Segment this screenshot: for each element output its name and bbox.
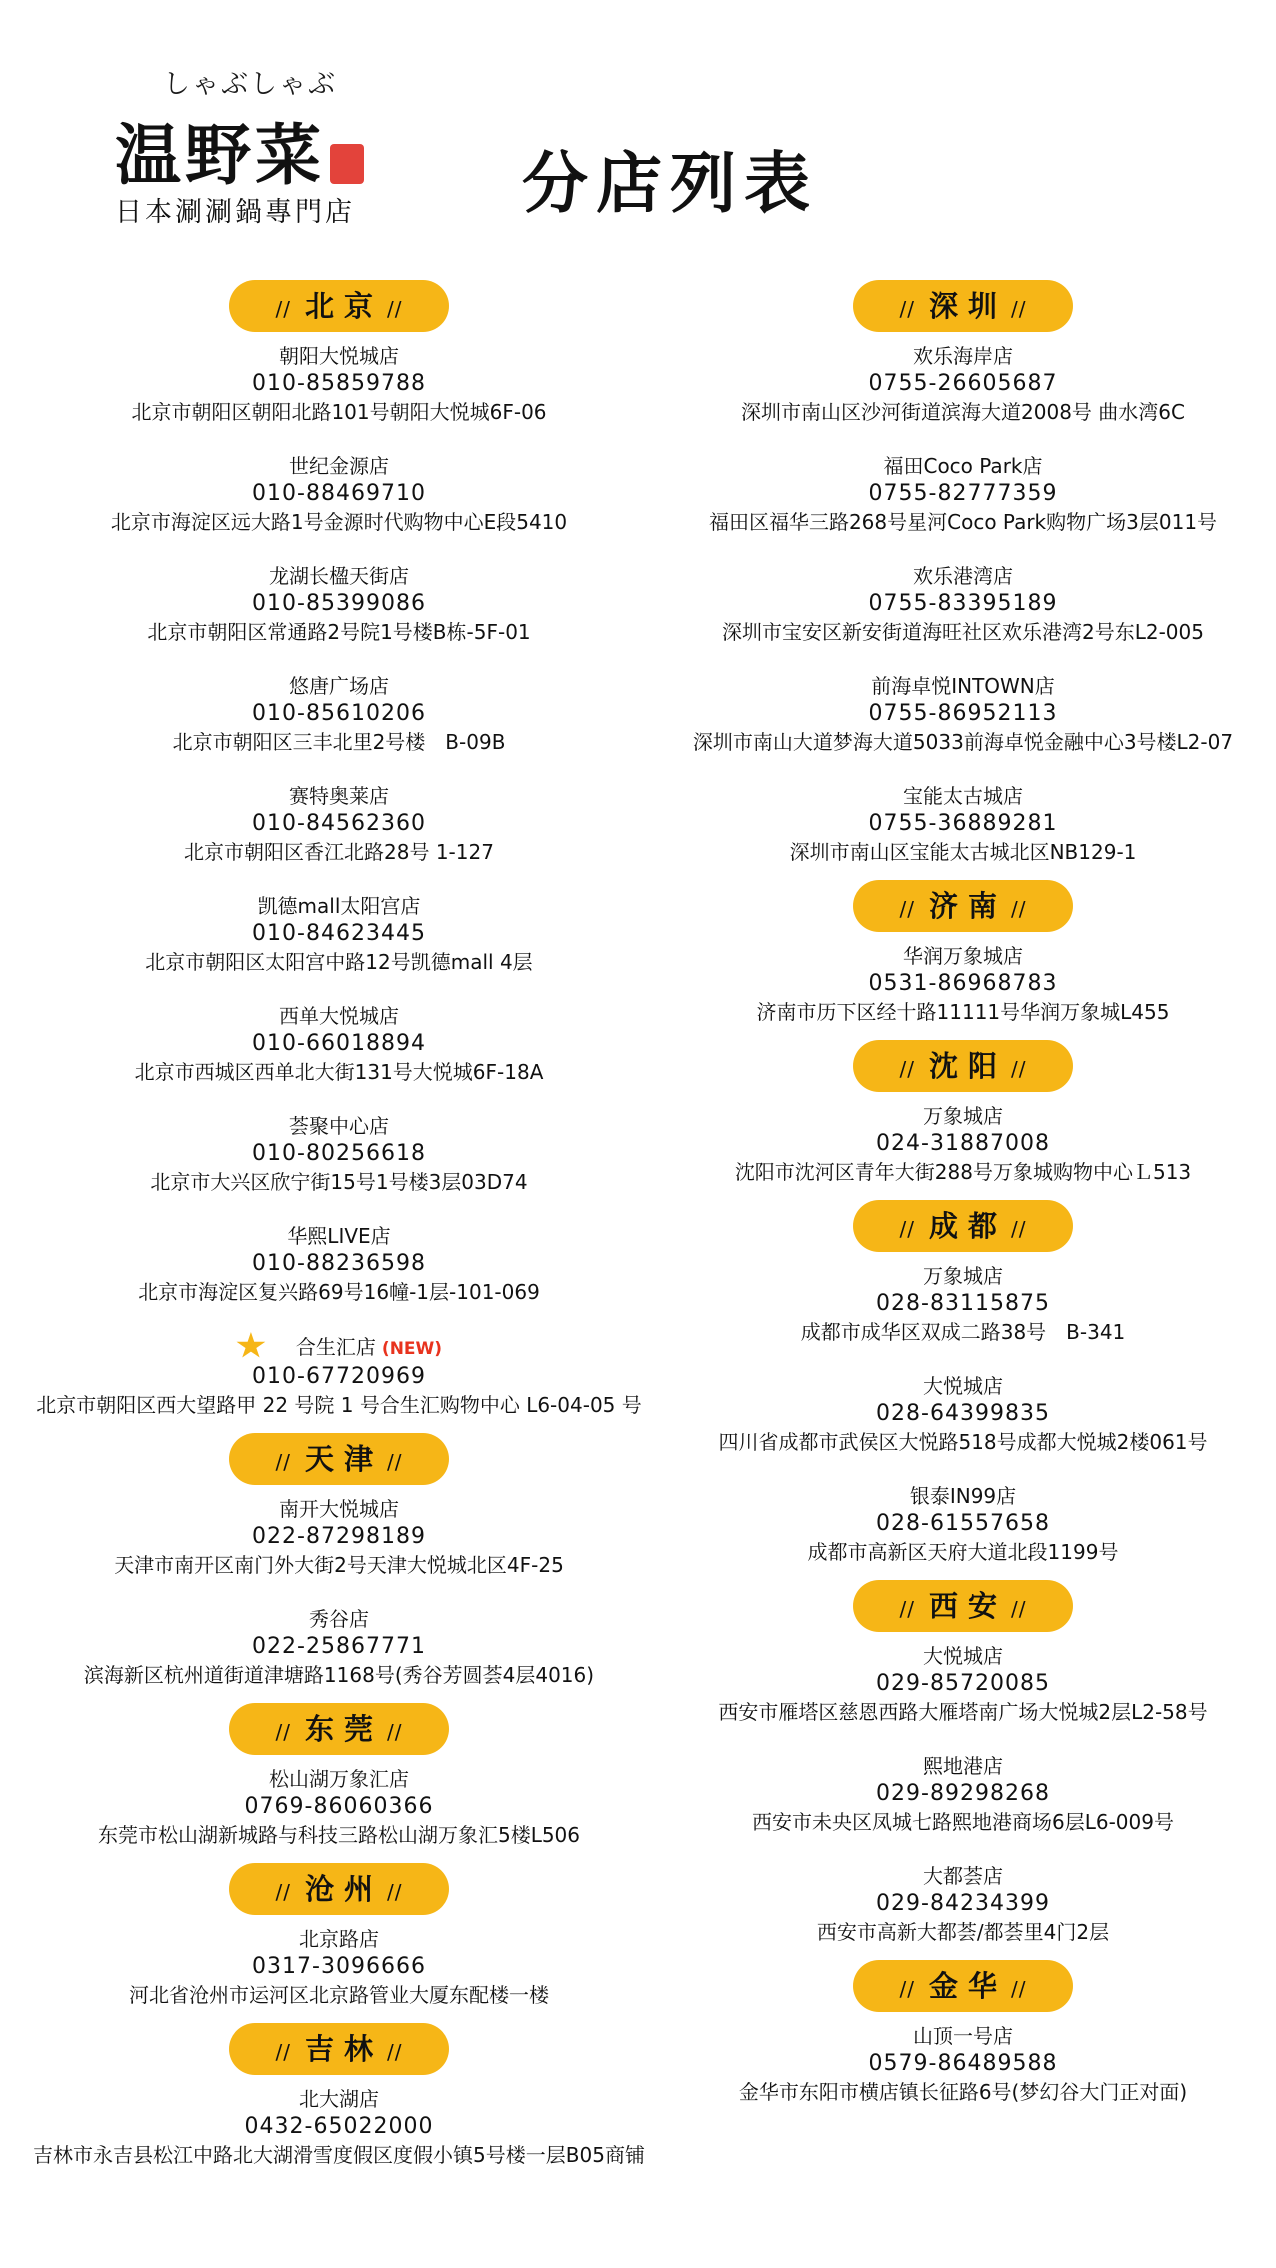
store-address: 西安市雁塔区慈恩西路大雁塔南广场大悦城2层L2-58号 [718,1700,1208,1724]
store-phone: 0755-83395189 [868,591,1058,616]
store-name: 山顶一号店 [913,2024,1013,2048]
spacer [650,1726,1276,1752]
city-marker-right: // [1011,1057,1027,1081]
logo-seal-icon [330,144,364,184]
city-name: 深圳 [928,289,1007,323]
spacer [0,1755,678,1765]
store-address: 深圳市南山区沙河街道滨海大道2008号 曲水湾6C [741,400,1185,424]
store-name-row [0,562,678,590]
store-phone: 028-83115875 [876,1291,1050,1316]
store-name-row [650,1862,1276,1890]
store-address: 北京市大兴区欣宁街15号1号楼3层03D74 [150,1170,528,1194]
city-marker-left: // [899,897,915,921]
store-entry [650,1372,1276,1456]
store-phone: 022-25867771 [252,1634,426,1659]
city-marker-left: // [275,1880,291,1904]
star-icon [236,1332,266,1360]
spacer [0,426,678,452]
store-address: 深圳市宝安区新安街道海旺社区欢乐港湾2号东L2-005 [722,620,1204,644]
store-entry [0,1925,678,2009]
brand-logo [105,62,375,232]
store-entry [0,452,678,536]
spacer [0,1579,678,1605]
spacer [650,2012,1276,2022]
store-entry [0,1765,678,1849]
logo-kana: しゃぶしゃぶ [163,69,337,100]
store-name: 熙地港店 [923,1754,1003,1778]
store-address: 北京市朝阳区朝阳北路101号朝阳大悦城6F-06 [131,400,547,424]
city-heading [853,280,1073,332]
city-marker-right: // [387,2040,403,2064]
store-phone: 010-88469710 [252,481,426,506]
city-marker-right: // [387,1880,403,1904]
city-marker-left: // [899,1977,915,2001]
store-address: 西安市高新大都荟/都荟里4门2层 [816,1920,1110,1944]
city-marker-right: // [387,1720,403,1744]
store-name: 前海卓悦INTOWN店 [871,674,1055,698]
store-name-row [650,942,1276,970]
store-name-row [650,1752,1276,1780]
store-entry [0,342,678,426]
store-name-row [650,342,1276,370]
store-name: 西单大悦城店 [279,1004,399,1028]
store-address: 成都市成华区双成二路38号 B-341 [800,1320,1126,1344]
store-entry [0,1332,678,1419]
store-name-row [0,2085,678,2113]
store-phone: 010-66018894 [252,1031,426,1056]
store-name-row [650,1482,1276,1510]
store-phone: 028-61557658 [876,1511,1050,1536]
store-phone: 010-84623445 [252,921,426,946]
spacer [650,426,1276,452]
store-entry [0,1222,678,1306]
city-heading [229,280,449,332]
city-heading [853,1580,1073,1632]
store-name-row [0,342,678,370]
spacer [0,866,678,892]
city-marker-left: // [899,297,915,321]
spacer [650,756,1276,782]
logo-brand-name: 温野菜 [115,116,325,194]
city-marker-left: // [899,1057,915,1081]
store-name: 大悦城店 [923,1374,1003,1398]
city-name: 吉林 [304,2032,383,2066]
store-address: 北京市朝阳区三丰北里2号楼 B-09B [172,730,506,754]
store-address: 成都市高新区天府大道北段1199号 [807,1540,1119,1564]
spacer [650,1456,1276,1482]
store-name-row [0,1112,678,1140]
store-address: 福田区福华三路268号星河Coco Park购物广场3层011号 [708,510,1218,534]
store-name-row [650,562,1276,590]
store-name: 华润万象城店 [903,944,1023,968]
spacer [650,866,1276,880]
spacer [650,536,1276,562]
store-address: 北京市朝阳区常通路2号院1号楼B栋-5F-01 [147,620,531,644]
store-phone: 022-87298189 [252,1524,426,1549]
city-name: 东莞 [304,1712,383,1746]
store-address: 北京市海淀区复兴路69号16幢-1层-101-069 [138,1280,540,1304]
store-name: 万象城店 [923,1264,1003,1288]
store-phone: 010-85859788 [252,371,426,396]
store-phone: 0755-86952113 [868,701,1058,726]
store-name-row [0,1605,678,1633]
spacer [0,646,678,672]
store-phone: 0317-3096666 [252,1954,426,1979]
city-heading [229,1863,449,1915]
store-phone: 0531-86968783 [868,971,1058,996]
spacer [650,1632,1276,1642]
city-heading [229,1433,449,1485]
store-address: 北京市西城区西单北大街131号大悦城6F-18A [134,1060,544,1084]
store-name-row [650,1102,1276,1130]
store-entry [650,1642,1276,1726]
store-name: 南开大悦城店 [279,1497,399,1521]
city-name: 天津 [304,1442,383,1476]
page-title: 分店列表 [522,145,818,222]
store-name: 龙湖长楹天街店 [269,564,409,588]
store-entry [0,672,678,756]
spacer [650,332,1276,342]
store-phone: 010-85610206 [252,701,426,726]
spacer [0,1915,678,1925]
store-name-row [0,1495,678,1523]
city-heading [853,1200,1073,1252]
city-marker-left: // [275,1720,291,1744]
store-entry [0,562,678,646]
city-heading [853,880,1073,932]
store-name-row [650,1372,1276,1400]
city-name: 济南 [928,889,1007,923]
city-heading [853,1040,1073,1092]
store-phone: 0769-86060366 [244,1794,434,1819]
city-name: 北京 [304,289,383,323]
store-name-row [650,2022,1276,2050]
store-phone: 010-88236598 [252,1251,426,1276]
logo-tagline: 日本涮涮鍋專門店 [115,197,355,228]
store-name: 大都荟店 [923,1864,1003,1888]
store-address: 滨海新区杭州道街道津塘路1168号(秀谷芳圆荟4层4016) [83,1663,595,1687]
city-marker-left: // [275,2040,291,2064]
store-name-row [0,672,678,700]
store-entry [0,2085,678,2169]
store-phone: 024-31887008 [876,1131,1050,1156]
store-name-row [650,452,1276,480]
store-name: 福田Coco Park店 [883,454,1043,478]
store-address: 河北省沧州市运河区北京路管业大厦东配楼一楼 [129,1983,549,2007]
store-name: 北大湖店 [299,2087,379,2111]
store-address: 北京市海淀区远大路1号金源时代购物中心E段5410 [110,510,568,534]
store-address: 西安市未央区凤城七路熙地港商场6层L6-009号 [752,1810,1174,1834]
city-marker-right: // [1011,297,1027,321]
store-address: 北京市朝阳区香江北路28号 1-127 [184,840,494,864]
spacer [0,976,678,1002]
store-name: 北京路店 [299,1927,379,1951]
store-entry [0,1605,678,1689]
city-name: 金华 [928,1969,1007,2003]
spacer [650,1346,1276,1372]
store-name-row [0,782,678,810]
spacer [650,1946,1276,1960]
store-phone: 010-80256618 [252,1141,426,1166]
store-name: 秀谷店 [309,1607,369,1631]
city-name: 成都 [928,1209,1007,1243]
spacer [650,1566,1276,1580]
store-address: 沈阳市沈河区青年大街288号万象城购物中心Ｌ513 [734,1160,1192,1184]
store-entry [0,782,678,866]
city-marker-left: // [899,1217,915,1241]
store-address: 金华市东阳市横店镇长征路6号(梦幻谷大门正对面) [738,2080,1188,2104]
store-name: 赛特奥莱店 [289,784,389,808]
store-name: 荟聚中心店 [289,1114,389,1138]
spacer [0,536,678,562]
store-name: 凯德mall太阳宫店 [257,894,421,918]
spacer [650,1186,1276,1200]
store-entry [650,942,1276,1026]
spacer [0,1689,678,1703]
city-marker-left: // [275,297,291,321]
spacer [0,332,678,342]
city-name: 沧州 [304,1872,383,1906]
spacer [0,1419,678,1433]
spacer [0,756,678,782]
store-phone: 010-84562360 [252,811,426,836]
city-name: 沈阳 [928,1049,1007,1083]
store-entry [0,1495,678,1579]
store-entry [650,2022,1276,2106]
store-name-row [0,1765,678,1793]
store-name: 华熙LIVE店 [287,1224,391,1248]
store-name: 朝阳大悦城店 [279,344,399,368]
spacer [0,1849,678,1863]
store-name: 欢乐港湾店 [913,564,1013,588]
store-name-row [0,1222,678,1250]
store-address: 四川省成都市武侯区大悦路518号成都大悦城2楼061号 [718,1430,1208,1454]
store-entry [650,452,1276,536]
spacer [0,1086,678,1112]
store-entry [0,1002,678,1086]
spacer [650,646,1276,672]
store-entry [650,1102,1276,1186]
store-phone: 028-64399835 [876,1401,1050,1426]
store-entry [0,892,678,976]
store-name-row [0,452,678,480]
store-address: 吉林市永吉县松江中路北大湖滑雪度假区度假小镇5号楼一层B05商铺 [33,2143,645,2167]
store-name: 松山湖万象汇店 [269,1767,409,1791]
store-name-row [0,892,678,920]
store-entry [650,1482,1276,1566]
city-marker-right: // [387,297,403,321]
store-entry [0,1112,678,1196]
spacer [650,932,1276,942]
store-address: 北京市朝阳区太阳宫中路12号凯德mall 4层 [145,950,533,974]
store-entry [650,1862,1276,1946]
spacer [0,1196,678,1222]
store-name-row [0,1925,678,1953]
store-entry [650,342,1276,426]
store-entry [650,1752,1276,1836]
store-address: 北京市朝阳区西大望路甲 22 号院 1 号合生汇购物中心 L6-04-05 号 [36,1393,642,1417]
spacer [650,1836,1276,1862]
city-heading [853,1960,1073,2012]
store-phone: 0755-36889281 [868,811,1058,836]
store-name: 银泰IN99店 [909,1484,1017,1508]
city-heading [229,1703,449,1755]
store-name-row [0,1002,678,1030]
city-marker-left: // [275,1450,291,1474]
store-phone: 029-85720085 [876,1671,1050,1696]
store-name: 万象城店 [923,1104,1003,1128]
spacer [0,1485,678,1495]
city-marker-right: // [1011,1217,1027,1241]
store-name: 大悦城店 [923,1644,1003,1668]
store-name: 悠唐广场店 [289,674,389,698]
city-marker-right: // [1011,1977,1027,2001]
city-name: 西安 [928,1589,1007,1623]
store-entry [650,562,1276,646]
spacer [650,1092,1276,1102]
store-entry [650,672,1276,756]
spacer [0,2075,678,2085]
store-phone: 0579-86489588 [868,2051,1058,2076]
city-marker-left: // [899,1597,915,1621]
store-address: 东莞市松山湖新城路与科技三路松山湖万象汇5楼L506 [97,1823,581,1847]
store-entry [650,782,1276,866]
store-phone: 010-67720969 [252,1364,426,1389]
store-name: 宝能太古城店 [903,784,1023,808]
city-marker-right: // [1011,1597,1027,1621]
store-name: 合生汇店 [295,1335,376,1359]
spacer [0,1306,678,1332]
store-entry [650,1262,1276,1346]
store-name-row [650,1642,1276,1670]
store-address: 深圳市南山大道梦海大道5033前海卓悦金融中心3号楼L2-07 [692,730,1234,754]
store-phone: 029-89298268 [876,1781,1050,1806]
store-phone: 029-84234399 [876,1891,1050,1916]
store-phone: 0432-65022000 [244,2114,434,2139]
spacer [650,1252,1276,1262]
spacer [650,1026,1276,1040]
store-name-row [650,782,1276,810]
store-column-left [0,280,678,2169]
store-address: 深圳市南山区宝能太古城北区NB129-1 [789,840,1137,864]
new-badge: (NEW) [381,1339,443,1359]
store-address: 济南市历下区经十路11111号华润万象城L455 [756,1000,1170,1024]
city-heading [229,2023,449,2075]
city-marker-right: // [387,1450,403,1474]
spacer [0,2009,678,2023]
store-name-row [650,1262,1276,1290]
store-name-row [650,672,1276,700]
city-marker-right: // [1011,897,1027,921]
store-name: 世纪金源店 [289,454,389,478]
store-phone: 010-85399086 [252,591,426,616]
store-phone: 0755-82777359 [868,481,1058,506]
store-phone: 0755-26605687 [868,371,1058,396]
store-name: 欢乐海岸店 [913,344,1013,368]
store-column-right [650,280,1276,2106]
store-name-row [0,1332,678,1363]
store-address: 天津市南开区南门外大街2号天津大悦城北区4F-25 [114,1553,564,1577]
